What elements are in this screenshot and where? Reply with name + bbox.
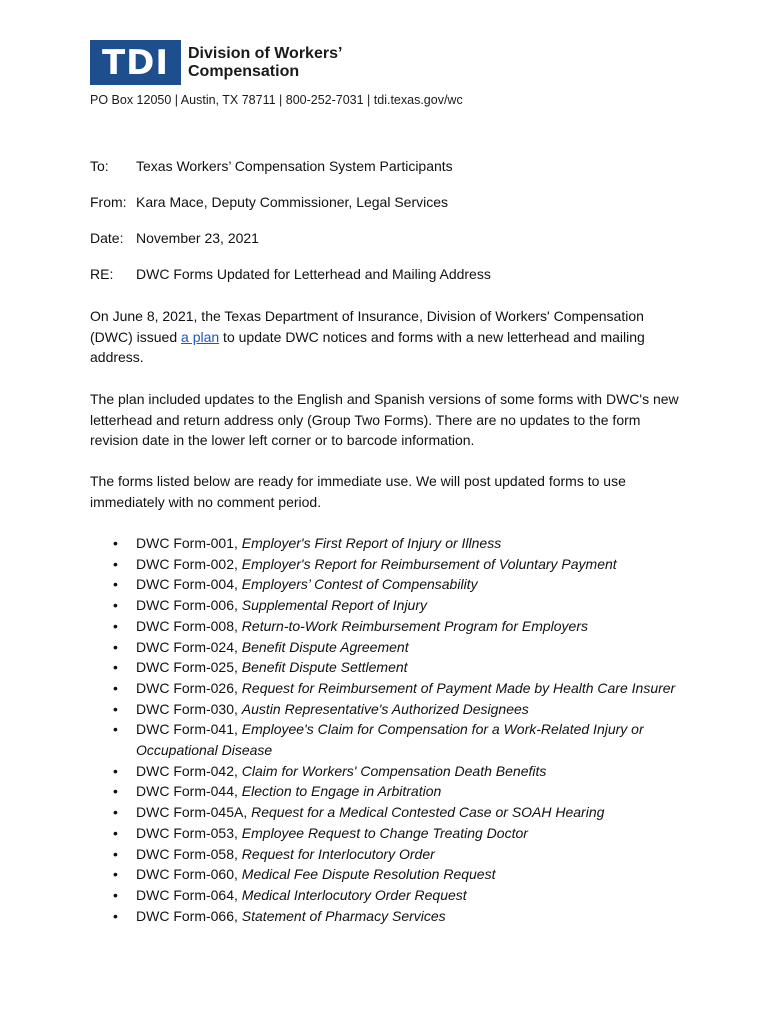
form-code: DWC Form-042, (136, 762, 242, 779)
form-list-item (90, 864, 690, 885)
form-title: Employer's First Report of Injury or Illness (241, 535, 502, 551)
intro-text-end: to update DWC notices and forms with a new letterhead and mailing address. (90, 328, 645, 366)
form-code: DWC Form-006, (136, 597, 242, 614)
form-list-item (90, 823, 690, 844)
logo-line-2: Compensation (188, 62, 300, 80)
form-title: Medical Interlocutory Order Request (241, 886, 467, 903)
form-code: DWC Form-045A, (136, 804, 252, 821)
form-list-item (90, 802, 690, 823)
form-code: DWC Form-058, (136, 845, 242, 862)
form-title: Employee Request to Change Treating Doctor (241, 824, 528, 841)
bullet-icon: • (113, 886, 118, 903)
form-list-item (90, 554, 690, 575)
from-label: From: (90, 194, 127, 210)
form-title: Request for Reimbursement of Payment Made by Health Care Insurer (241, 679, 676, 696)
form-code: DWC Form-001, (136, 535, 242, 551)
form-list-item (90, 719, 690, 760)
re-value: DWC Forms Updated for Letterhead and Mailing Address (136, 266, 491, 282)
form-title: Request for Interlocutory Order (241, 845, 435, 862)
memo-from (90, 194, 448, 210)
bullet-icon: • (113, 700, 118, 717)
form-title: Employers’ Contest of Compensability (241, 576, 478, 593)
bullet-icon: • (113, 638, 118, 655)
date-value: November 23, 2021 (136, 230, 259, 246)
form-title: Return-to-Work Reimbursement Program for Employers (241, 617, 589, 634)
bullet-icon: • (113, 659, 118, 676)
form-title: Election to Engage in Arbitration (241, 783, 442, 800)
form-code: DWC Form-002, (136, 555, 242, 572)
letterhead-address: PO Box 12050 | Austin, TX 78711 | 800-252-7031 | tdi.texas.gov/wc (90, 93, 463, 107)
form-list-item (90, 637, 690, 658)
form-title: Benefit Dispute Agreement (241, 638, 409, 655)
memo-to (90, 158, 453, 174)
form-list-item (90, 678, 690, 699)
form-code: DWC Form-064, (136, 886, 242, 903)
form-code: DWC Form-004, (136, 576, 242, 593)
intro-text-start: On June 8, 2021, the Texas Department of Insurance, Division of Workers' Compensation (DWC) issued (90, 308, 644, 345)
bullet-icon: • (113, 597, 118, 614)
re-label: RE: (90, 266, 114, 282)
bullet-icon: • (113, 866, 118, 883)
form-list-item (90, 574, 690, 595)
form-list-item (90, 781, 690, 802)
memo-re (90, 266, 491, 282)
form-list-item (90, 657, 690, 678)
bullet-icon: • (113, 535, 118, 551)
memo-date (90, 230, 259, 246)
from-value: Kara Mace, Deputy Commissioner, Legal Services (136, 194, 449, 210)
to-label: To: (90, 158, 109, 174)
bullet-icon: • (113, 804, 118, 821)
form-list-item (90, 761, 690, 782)
form-list-item (90, 533, 690, 554)
bullet-icon: • (113, 617, 118, 634)
bullet-icon: • (113, 824, 118, 841)
form-title: Request for a Medical Contested Case or SOAH Hearing (251, 804, 605, 821)
paragraph-plan: The plan included updates to the English and Spanish versions of some forms with DWC's new letterhead and return address only (Group Two Forms). There are no updates to the form revision date in the lower left corner or to barcode information. (90, 391, 679, 449)
form-code: DWC Form-030, (136, 700, 242, 717)
form-code: DWC Form-060, (136, 866, 242, 883)
form-code: DWC Form-041, (136, 721, 242, 738)
bullet-icon: • (113, 907, 118, 924)
form-code: DWC Form-025, (136, 659, 242, 676)
bullet-icon: • (113, 555, 118, 572)
bullet-icon: • (113, 576, 118, 593)
plan-link[interactable]: a plan (181, 328, 220, 345)
form-title: Supplemental Report of Injury (241, 597, 428, 614)
tdi-logo (90, 40, 342, 85)
bullet-icon: • (113, 845, 118, 862)
bullet-icon: • (113, 679, 118, 696)
form-list-item (90, 699, 690, 720)
bullet-icon: • (113, 783, 118, 800)
form-title: Claim for Workers' Compensation Death Benefits (241, 762, 547, 779)
form-list-item (90, 844, 690, 865)
date-label: Date: (90, 230, 124, 246)
to-value: Texas Workers’ Compensation System Participants (136, 158, 453, 174)
form-code: DWC Form-066, (136, 907, 242, 924)
forms-list (90, 533, 690, 926)
logo-line-1: Division of Workers’ (188, 44, 343, 62)
form-list-item (90, 595, 690, 616)
form-title: Employee's Claim for Compensation for a Work-Related Injury or Occupational Disease (136, 721, 644, 759)
form-list-item (90, 616, 690, 637)
logo-division-name (188, 45, 342, 81)
bullet-icon: • (113, 762, 118, 779)
form-code: DWC Form-026, (136, 679, 242, 696)
form-list-item (90, 885, 690, 906)
form-list-item (90, 906, 690, 927)
form-title: Benefit Dispute Settlement (241, 659, 408, 676)
bullet-icon: • (113, 721, 118, 738)
form-code: DWC Form-044, (136, 783, 242, 800)
form-title: Austin Representative's Authorized Designees (241, 700, 529, 717)
paragraph-ready: The forms listed below are ready for immediate use. We will post updated forms to use immediately with no comment period. (90, 473, 626, 510)
form-title: Employer's Report for Reimbursement of Voluntary Payment (241, 555, 617, 572)
tdi-logo-mark: TDI (90, 40, 181, 85)
paragraph-intro (90, 306, 690, 368)
form-title: Statement of Pharmacy Services (241, 907, 446, 924)
form-title: Medical Fee Dispute Resolution Request (241, 866, 496, 883)
form-code: DWC Form-024, (136, 638, 242, 655)
form-code: DWC Form-053, (136, 824, 242, 841)
form-code: DWC Form-008, (136, 617, 242, 634)
